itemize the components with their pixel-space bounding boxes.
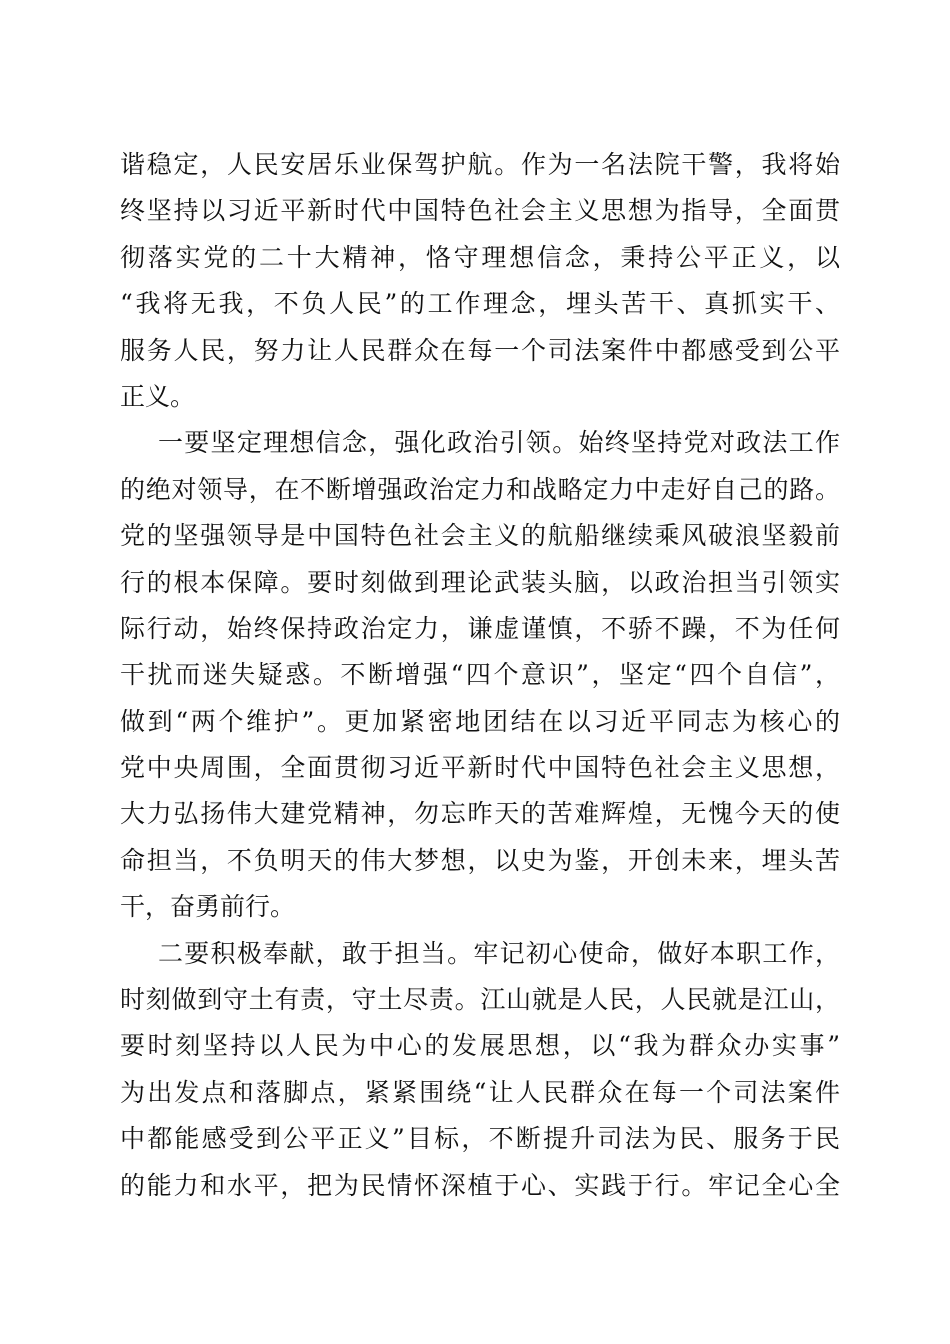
text-line: 命担当，不负明天的伟大梦想，以史为鉴，开创未来，埋头苦 [120,845,840,875]
text-line: 党中央周围，全面贯彻习近平新时代中国特色社会主义思想， [120,753,840,783]
text-line: 大力弘扬伟大建党精神，勿忘昨天的苦难辉煌，无愧今天的使 [120,799,840,829]
text-line: 时刻做到守土有责，守土尽责。江山就是人民，人民就是江山， [120,985,840,1015]
text-line: 为出发点和落脚点，紧紧围绕“让人民群众在每一个司法案件 [120,1077,840,1107]
body-text [120,142,840,1209]
text-line: 终坚持以习近平新时代中国特色社会主义思想为指导，全面贯 [120,196,840,226]
text-line: 做到“两个维护”。更加紧密地团结在以习近平同志为核心的 [120,706,840,736]
text-line: 正义。 [120,381,196,411]
text-line: 行的根本保障。要时刻做到理论武装头脑，以政治担当引领实 [120,567,840,597]
text-line: 的能力和水平，把为民情怀深植于心、实践于行。牢记全心全 [120,1170,840,1200]
text-line: 干，奋勇前行。 [120,892,296,922]
text-line: 彻落实党的二十大精神，恪守理想信念，秉持公平正义，以 [120,242,840,272]
text-line: 际行动，始终保持政治定力，谦虚谨慎，不骄不躁，不为任何 [120,613,840,643]
text-line: “我将无我，不负人民”的工作理念，埋头苦干、真抓实干、 [120,289,840,319]
text-line: 谐稳定，人民安居乐业保驾护航。作为一名法院干警，我将始 [120,150,840,179]
text-line: 的绝对领导，在不断增强政治定力和战略定力中走好自己的路。 [120,474,840,504]
text-line: 中都能感受到公平正义”目标，不断提升司法为民、服务于民 [120,1124,840,1154]
text-line: 干扰而迷失疑惑。不断增强“四个意识”，坚定“四个自信”， [120,660,840,690]
text-line: 服务人民，努力让人民群众在每一个司法案件中都感受到公平 [120,335,840,365]
paragraph-first-line: 一要坚定理想信念，强化政治引领。始终坚持党对政法工作 [158,428,840,458]
paragraph-first-line: 二要积极奉献，敢于担当。牢记初心使命，做好本职工作， [158,938,840,968]
text-line: 要时刻坚持以人民为中心的发展思想，以“我为群众办实事” [120,1031,840,1061]
text-line: 党的坚强领导是中国特色社会主义的航船继续乘风破浪坚毅前 [120,521,840,551]
